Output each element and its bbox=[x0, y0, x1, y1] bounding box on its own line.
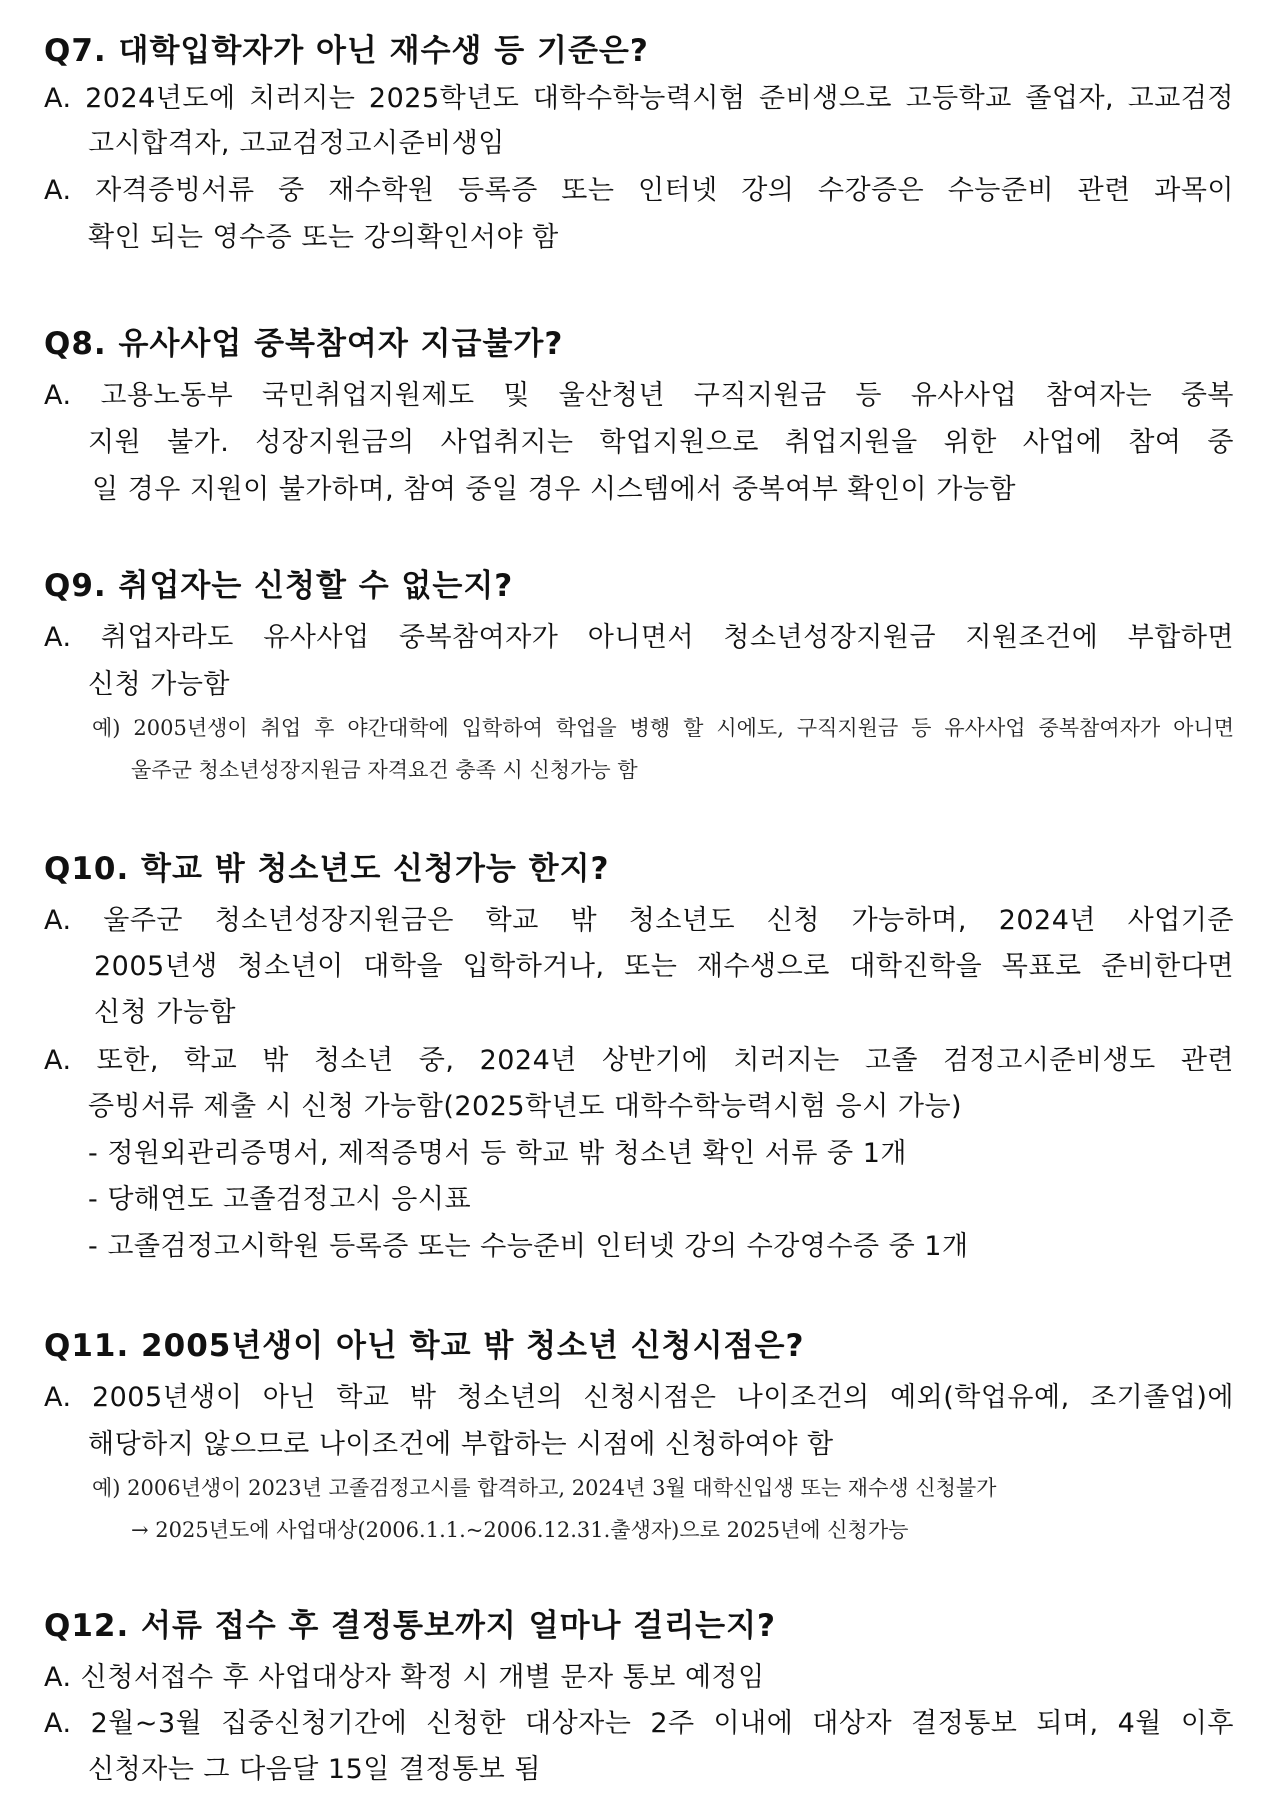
answer-line: A. 2월~3월 집중신청기간에 신청한 대상자는 2주 이내에 대상자 결정통보 되며, 4월 이후 bbox=[44, 1708, 1234, 1739]
question-heading: Q11. 2005년생이 아닌 학교 밖 청소년 신청시점은? bbox=[44, 1328, 805, 1364]
answer-line: A. 취업자라도 유사사업 중복참여자가 아니면서 청소년성장지원금 지원조건에 부합하면 bbox=[44, 622, 1234, 653]
question-heading: Q9. 취업자는 신청할 수 없는지? bbox=[44, 568, 514, 604]
answer-line: 일 경우 지원이 불가하며, 참여 중일 경우 시스템에서 중복여부 확인이 가능함 bbox=[92, 474, 1016, 505]
question-heading: Q7. 대학입학자가 아닌 재수생 등 기준은? bbox=[44, 33, 649, 69]
answer-line: 해당하지 않으므로 나이조건에 부합하는 시점에 신청하여야 함 bbox=[88, 1429, 834, 1460]
answer-list-item: - 고졸검정고시학원 등록증 또는 수능준비 인터넷 강의 수강영수증 중 1개 bbox=[88, 1231, 969, 1262]
answer-line: A. 또한, 학교 밖 청소년 중, 2024년 상반기에 치러지는 고졸 검정고시준비생도 관련 bbox=[44, 1045, 1234, 1076]
answer-line: 신청 가능함 bbox=[94, 997, 236, 1028]
example-note: → 2025년도에 사업대상(2006.1.1.~2006.12.31.출생자)으로 2025년에 신청가능 bbox=[131, 1518, 909, 1542]
answer-line: 지원 불가. 성장지원금의 사업취지는 학업지원으로 취업지원을 위한 사업에 참여 중 bbox=[88, 427, 1234, 458]
answer-line: 신청자는 그 다음달 15일 결정통보 됨 bbox=[88, 1754, 541, 1785]
answer-line: A. 신청서접수 후 사업대상자 확정 시 개별 문자 통보 예정임 bbox=[44, 1662, 765, 1693]
answer-line: 신청 가능함 bbox=[88, 669, 230, 700]
answer-line: 증빙서류 제출 시 신청 가능함(2025학년도 대학수학능력시험 응시 가능) bbox=[88, 1091, 963, 1122]
answer-line: 확인 되는 영수증 또는 강의확인서야 함 bbox=[88, 222, 559, 253]
answer-line: A. 자격증빙서류 중 재수학원 등록증 또는 인터넷 강의 수강증은 수능준비 관련 과목이 bbox=[44, 175, 1234, 206]
question-heading: Q10. 학교 밖 청소년도 신청가능 한지? bbox=[44, 851, 610, 887]
example-note: 예) 2005년생이 취업 후 야간대학에 입학하여 학업을 병행 할 시에도, 구직지원금 등 유사사업 중복참여자가 아니면 bbox=[92, 716, 1234, 740]
answer-line: 2005년생 청소년이 대학을 입학하거나, 또는 재수생으로 대학진학을 목표로 준비한다면 bbox=[94, 951, 1234, 982]
example-note: 예) 2006년생이 2023년 고졸검정고시를 합격하고, 2024년 3월 대학신입생 또는 재수생 신청불가 bbox=[92, 1476, 997, 1500]
question-heading: Q8. 유사사업 중복참여자 지급불가? bbox=[44, 326, 564, 362]
answer-line: A. 2024년도에 치러지는 2025학년도 대학수학능력시험 준비생으로 고등학교 졸업자, 고교검정 bbox=[44, 83, 1234, 114]
answer-line: 고시합격자, 고교검정고시준비생임 bbox=[88, 128, 505, 159]
answer-line: A. 고용노동부 국민취업지원제도 및 울산청년 구직지원금 등 유사사업 참여자는 중복 bbox=[44, 380, 1234, 411]
example-note: 울주군 청소년성장지원금 자격요건 충족 시 신청가능 함 bbox=[131, 758, 638, 782]
answer-line: A. 울주군 청소년성장지원금은 학교 밖 청소년도 신청 가능하며, 2024년 사업기준 bbox=[44, 905, 1234, 936]
answer-list-item: - 당해연도 고졸검정고시 응시표 bbox=[88, 1184, 472, 1215]
answer-line: A. 2005년생이 아닌 학교 밖 청소년의 신청시점은 나이조건의 예외(학업유예, 조기졸업)에 bbox=[44, 1382, 1234, 1413]
answer-list-item: - 정원외관리증명서, 제적증명서 등 학교 밖 청소년 확인 서류 중 1개 bbox=[88, 1138, 907, 1169]
question-heading: Q12. 서류 접수 후 결정통보까지 얼마나 걸리는지? bbox=[44, 1608, 777, 1644]
